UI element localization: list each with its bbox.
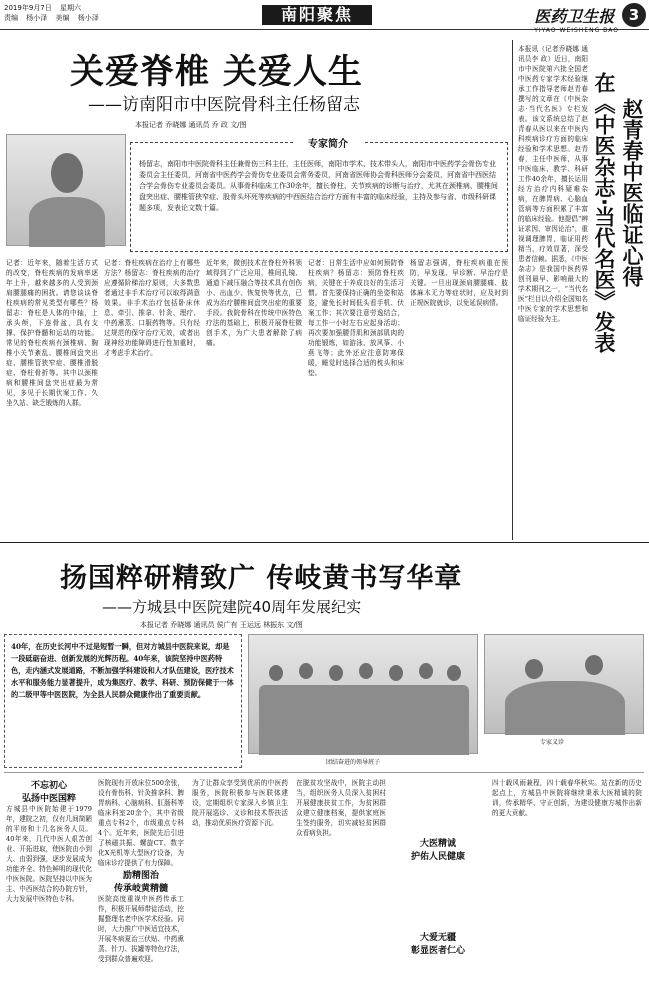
portrait-body <box>29 197 105 247</box>
article1-col-2: 记者：脊柱疾病在治疗上有哪些方法？杨留志：脊柱疾病的治疗应遵循阶梯治疗原则，大多数患者通过非手术治疗可以取得满意效果。非手术治疗包括卧床休息、牵引、推拿、针灸、理疗、中药熏蒸、口服药物等。只有经过规范的保守治疗无效，或者出现神经功能障碍进行性加重时，才考虑手术治疗。 <box>104 259 200 357</box>
group-photo <box>248 634 478 754</box>
portrait-head <box>51 153 83 193</box>
design-name: 杨小泽 <box>77 14 99 22</box>
group-photo-caption: 团结奋进的领导班子 <box>326 759 381 766</box>
article1-col-3: 近年来，微创技术在脊柱外科领域得到了广泛应用，椎间孔镜、通道下减压融合等技术具有创伤小、出血少、恢复快等优点，已成为治疗腰椎间盘突出症的重要手段。我院骨科在传统中医特色疗法的基础上，积极开展脊柱微创手术，为广大患者解除了病痛。 <box>206 259 302 347</box>
clinic-photo <box>484 634 644 734</box>
group-person-6 <box>419 663 433 679</box>
group-person-2 <box>299 663 313 679</box>
article1-col-4: 记者：日常生活中应如何预防脊柱疾病？杨留志：预防脊柱疾病，关键在于养成良好的生活习惯。首先要保持正确的坐姿和站姿，避免长时间低头看手机、伏案工作；其次要注意劳逸结合，每工作一小时左右应起身活动；再次要加强腰背肌和颈部肌肉的功能锻炼，如游泳、放风筝、小燕飞等；此外还应注意防寒保暖，睡觉时选择合适的枕头和床垫。 <box>308 259 404 377</box>
article3-subhead-4: 大爱无疆 彰显医者仁心 <box>410 933 465 956</box>
article2-text: 本报讯（记者乔晓娜 通讯员李 政）近日，南阳市中医院第六批全国老中医药专家学术经验继承工作指导老师赵青春撰写的文章在《中医杂志·当代名医》专栏发表。该文系统总结了赵青春从医以来在中医内科疾病诊疗方面的临床经验和学术思想。赵青春，主任中医师，从事中医临床、教学、科研工作40余年，擅长运用经方治疗内科疑难杂病，在脾胃病、心脑血管病等方面积累了丰富的临床经验。他提倡“辨证求因、审因论治”，重视调理脾胃，临证用药精当，疗效显著，深受患者信赖。据悉，《中医杂志》是我国中医药界创刊最早、影响最大的学术期刊之一，“当代名医”栏目以介绍全国知名中医专家的学术思想和临证经验为主。 <box>518 45 588 323</box>
article1-byline: 本报记者 乔晓娜 通讯员 乔 政 文/图 <box>135 121 247 129</box>
issue-date: 2019年9月7日 <box>4 4 52 12</box>
section-divider <box>0 542 649 543</box>
header-meta <box>4 3 105 23</box>
article3-subhead-1: 不忘初心 弘扬中医国粹 <box>21 781 76 804</box>
article3-subhead-3: 大医精诚 护佑人民健康 <box>410 839 465 862</box>
article3-title: 扬国粹研精致广 传岐黄书写华章 <box>60 563 463 594</box>
group-person-4 <box>359 663 373 679</box>
article3-col-2: 医院现有开放床位500余张，设有骨伤科、针灸推拿科、脾胃病科、心脑病科、肛肠科等临床科室20余个，其中省级重点专科2个，市级重点专科4个。近年来，医院先后引进了核磁共振、螺旋CT、数字化X光机等大型医疗设备，为临床诊疗提供了有力保障。 <box>98 779 184 866</box>
article2-title-part2: 在《中医杂志·当代名医》发表 <box>592 72 616 353</box>
group-person-5 <box>389 665 403 681</box>
article3-rule <box>4 772 644 773</box>
profile-text: 杨留志，南阳市中医院骨科主任兼骨伤三科主任，主任医师，南阳市学术、技术带头人，南阳市中医药学会骨伤专业委员会主任委员，河南省中医药学会骨伤专业委员会常务委员，河南省医师协会骨科医师分会委员，河南省中西医结合学会骨伤专业委员会委员。从事骨科临床工作30余年，擅长脊柱、关节疾病的诊断与治疗，尤其在颈椎病、腰椎间盘突出症、腰椎管狭窄症、股骨头坏死等疾病的中西医结合治疗方面有丰富的临床经验，主持及参与省、市级科研课题多项，发表论文数十篇。 <box>139 160 498 212</box>
group-person-7 <box>447 665 461 681</box>
paper-name-en: YIYAO WEISHENG BAO <box>534 27 619 34</box>
article3-col-4: 为了让群众享受到优质的中医药服务，医院积极参与医联体建设，定期组织专家深入乡镇卫生院开展巡诊、义诊和技术帮扶活动，推动优质医疗资源下沉。 <box>192 779 288 827</box>
article3-subtitle: ——方城县中医院建院40周年发展纪实 <box>102 598 362 616</box>
article3-col-3: 医院高度重视中医药传承工作，积极开展师带徒活动，挖掘整理名老中医学术经验。同时，大力推广中医适宜技术，开展冬病夏治三伏贴、中药熏蒸、针刀、拔罐等特色疗法，受到群众普遍欢迎。 <box>98 895 184 963</box>
article3-byline: 本报记者 乔晓娜 通讯员 侯广有 王运远 林振东 文/图 <box>140 621 303 629</box>
group-person-1 <box>269 665 283 681</box>
profile-heading: 专家简介 <box>293 135 363 150</box>
paper-name: 医药卫生报 <box>534 7 615 26</box>
clinic-bodies <box>505 681 625 735</box>
page-header <box>0 0 649 34</box>
portrait-photo <box>6 134 126 246</box>
issue-weekday: 星期六 <box>59 4 81 12</box>
article3-col-5: 在脱贫攻坚战中，医院主动担当，组织医务人员深入贫困村开展健康扶贫工作，为贫困群众建立健康档案，提供家庭医生签约服务，切实减轻贫困群众看病负担。 <box>296 779 386 837</box>
page-number: 3 <box>622 3 646 27</box>
group-bodies <box>259 685 469 755</box>
clinic-person-2 <box>585 655 603 675</box>
group-person-3 <box>329 665 343 681</box>
editor-name: 杨小泽 <box>26 14 48 22</box>
article3-col-1: 方城县中医院始建于1979年，建院之初，仅有几间简陋的平房和十几名医务人员。40年来，几代中医人艰苦创业、开拓进取，使医院由小到大、由弱到强，逐步发展成为功能齐全、特色鲜明的现代化中医医院。医院坚持以中医为主、中西医结合的办院方针，大力发展中医特色专科。 <box>6 805 92 903</box>
clinic-person-1 <box>525 659 543 679</box>
article1-col-5: 杨留志强调，脊柱疾病重在预防，早发现、早诊断、早治疗是关键。一旦出现颈肩腰腿痛、肢体麻木无力等症状时，应及时到正规医院就诊，以免延误病情。 <box>410 259 508 307</box>
profile-box <box>130 139 508 252</box>
article1-subtitle: ——访南阳市中医院骨科主任杨留志 <box>88 95 360 115</box>
paper-logo <box>534 4 619 34</box>
article1-title: 关爱脊椎 关爱人生 <box>70 52 363 92</box>
article1-col-1: 记者：近年来，随着生活方式的改变，脊柱疾病的发病率逐年上升，越来越多的人受到颈肩腰腿痛的困扰。请您谈谈脊柱疾病的常见类型有哪些？杨留志：脊柱是人体的中轴，上承头颅，下连骨盆，具有支撑、保护脊髓和运动的功能。常见的脊柱疾病有颈椎病、胸椎小关节紊乱、腰椎间盘突出症、腰椎管狭窄症、腰椎滑脱症、脊柱骨折等。其中以颈椎病和腰椎间盘突出症最为常见，多见于长期伏案工作、久坐久站、缺乏锻炼的人群。 <box>6 259 98 407</box>
article2-title-part1: 赵青春中医临证心得 <box>620 98 644 287</box>
article3-intro: 40年，在历史长河中不过是短暂一瞬，但对方城县中医院来说，却是一段砥砺奋进、创新发展的光辉历程。40年来，该院坚持中医药特色，走内涵式发展道路，不断加强学科建设和人才队伍建设，医疗技术水平和服务能力显著提升，成为集医疗、教学、科研、预防保健于一体的二级甲等中医医院，为全县人民群众健康作出了重要贡献。 <box>4 634 242 768</box>
section-title: 南阳聚焦 <box>262 5 372 25</box>
design-label: 美编 <box>55 14 70 22</box>
clinic-photo-caption: 专家义诊 <box>540 739 565 746</box>
article3-subhead-2: 励精图治 传承岐黄精髓 <box>113 871 168 894</box>
article3-col-6: 四十载风雨兼程，四十载春华秋实。站在新的历史起点上，方城县中医院将继续秉承大医精诚的院训，传承精华、守正创新，为建设健康方城作出新的更大贡献。 <box>492 779 642 817</box>
editor-label: 责编 <box>4 14 18 22</box>
